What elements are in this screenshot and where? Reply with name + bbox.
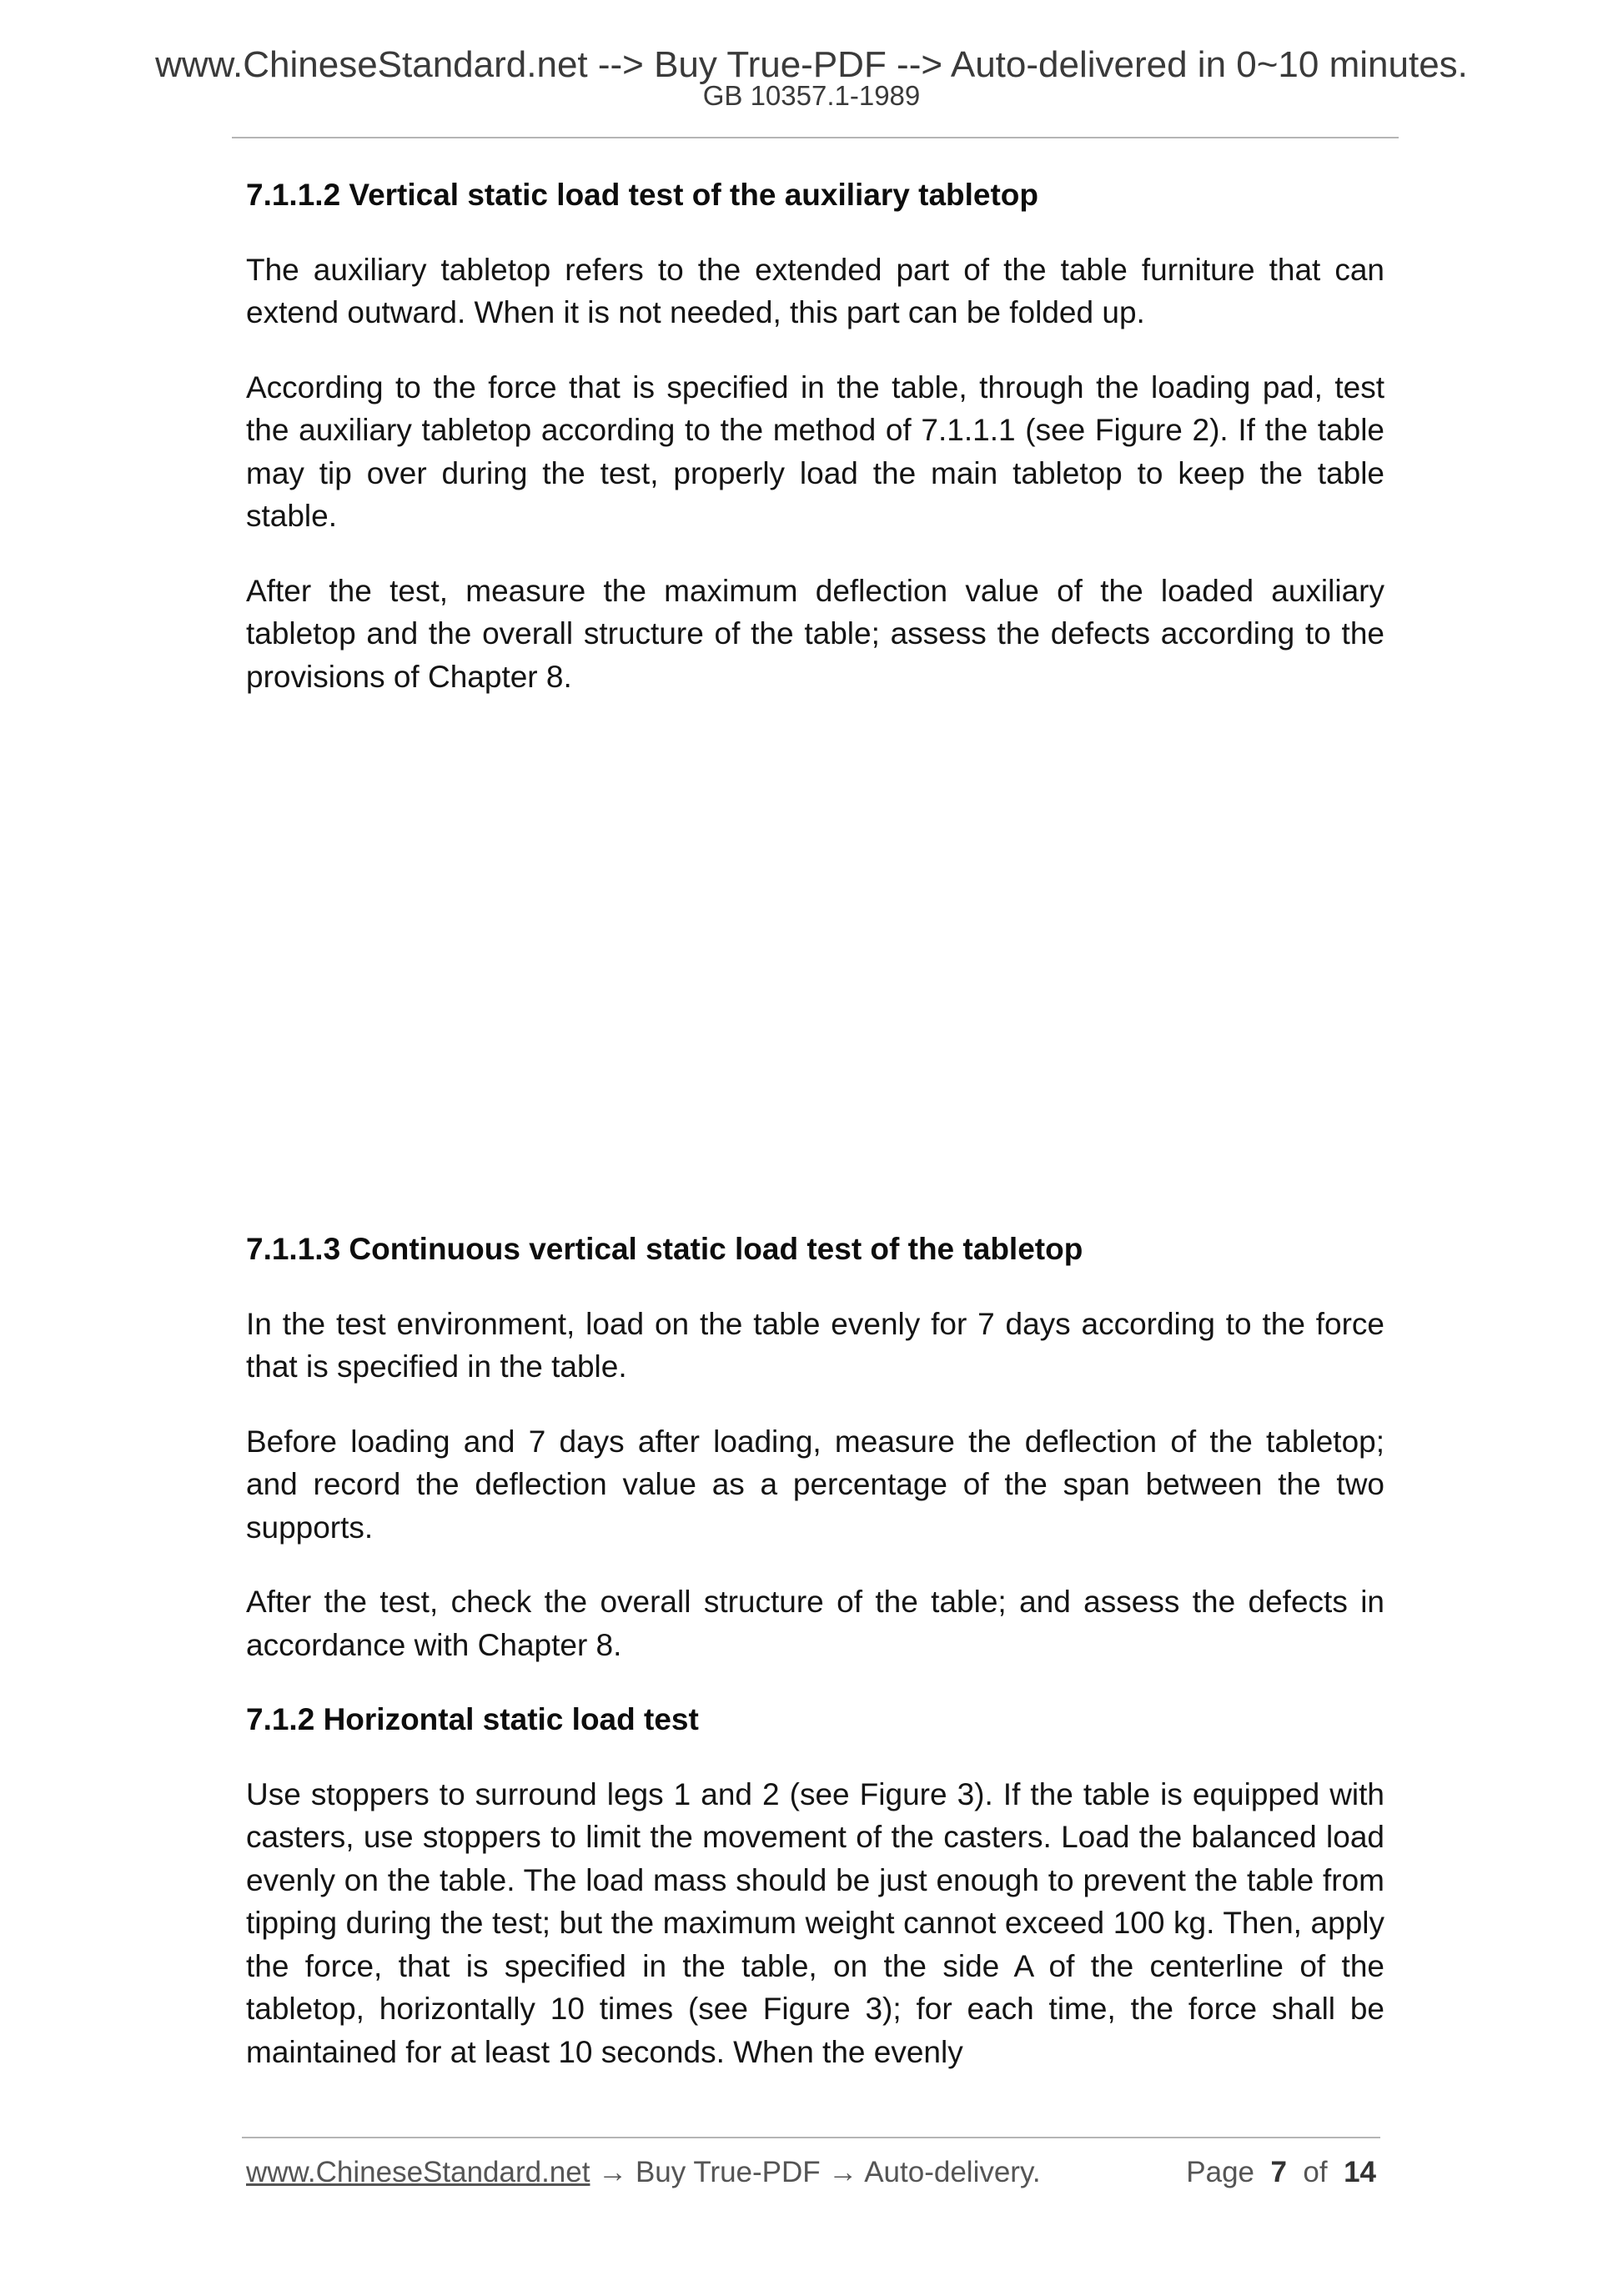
document-code: GB 10357.1-1989 — [702, 80, 921, 111]
paragraph: In the test environment, load on the table evenly for 7 days according to the force that is specified in the table. — [246, 1306, 1384, 1384]
section-heading: 7.1.2 Horizontal static load test — [246, 1702, 699, 1736]
top-banner: www.ChineseStandard.net --> Buy True-PDF --> Auto-delivered in 0~10 minutes. — [155, 44, 1468, 85]
section-continuous-and-horizontal — [246, 1228, 1384, 2105]
total-pages: 14 — [1344, 2156, 1376, 2188]
of-word: of — [1303, 2156, 1328, 2188]
paragraph: After the test, measure the maximum deflection value of the loaded auxiliary tabletop and the overall structure of the table; assess the defects according to the provisions of Chapter 8. — [246, 573, 1384, 694]
arrow-right-icon: → — [828, 2156, 858, 2188]
footer-divider — [242, 2137, 1380, 2138]
paragraph: The auxiliary tabletop refers to the extended part of the table furniture that can extend outward. When it is not needed, this part can be folded up. — [246, 252, 1384, 329]
paragraph: After the test, check the overall structure of the table; and assess the defects in accordance with Chapter 8. — [246, 1585, 1384, 1662]
section-auxiliary-tabletop — [246, 173, 1384, 730]
footer-delivery-text: Auto-delivery. — [864, 2156, 1041, 2188]
paragraph: According to the force that is specified in the table, through the loading pad, test the auxiliary tabletop according to the method of 7.1.1.1 (see Figure 2). If the table may tip over during the test, properly load the main tabletop to keep the table stable. — [246, 369, 1384, 533]
arrow-right-icon: → — [598, 2156, 628, 2188]
page-word: Page — [1186, 2156, 1255, 2188]
footer-site-link[interactable]: www.ChineseStandard.net — [246, 2156, 590, 2188]
paragraph: Before loading and 7 days after loading, measure the deflection of the tabletop; and record the deflection value as a percentage of the span between the two supports. — [246, 1424, 1384, 1545]
footer-links — [246, 2154, 1041, 2191]
current-page: 7 — [1270, 2156, 1287, 2188]
section-heading: 7.1.1.3 Continuous vertical static load test of the tabletop — [246, 1232, 1083, 1266]
page-indicator — [1186, 2154, 1376, 2191]
header-divider — [232, 137, 1399, 138]
section-heading: 7.1.1.2 Vertical static load test of the auxiliary tabletop — [246, 178, 1039, 212]
footer-buy-text: Buy True-PDF — [635, 2156, 821, 2188]
paragraph: Use stoppers to surround legs 1 and 2 (see Figure 3). If the table is equipped with casters, use stoppers to limit the movement of the casters. Load the balanced load evenly on the table. The load mass should be just enough to prevent the table from tipping during the test; but the maximum weight cannot exceed 100 kg. Then, apply the force, that is specified in the table, on the side A of the centerline of the tabletop, horizontally 10 times (see Figure 3); for each time, the force shall be maintained for at least 10 seconds. When the evenly — [246, 1776, 1384, 2069]
